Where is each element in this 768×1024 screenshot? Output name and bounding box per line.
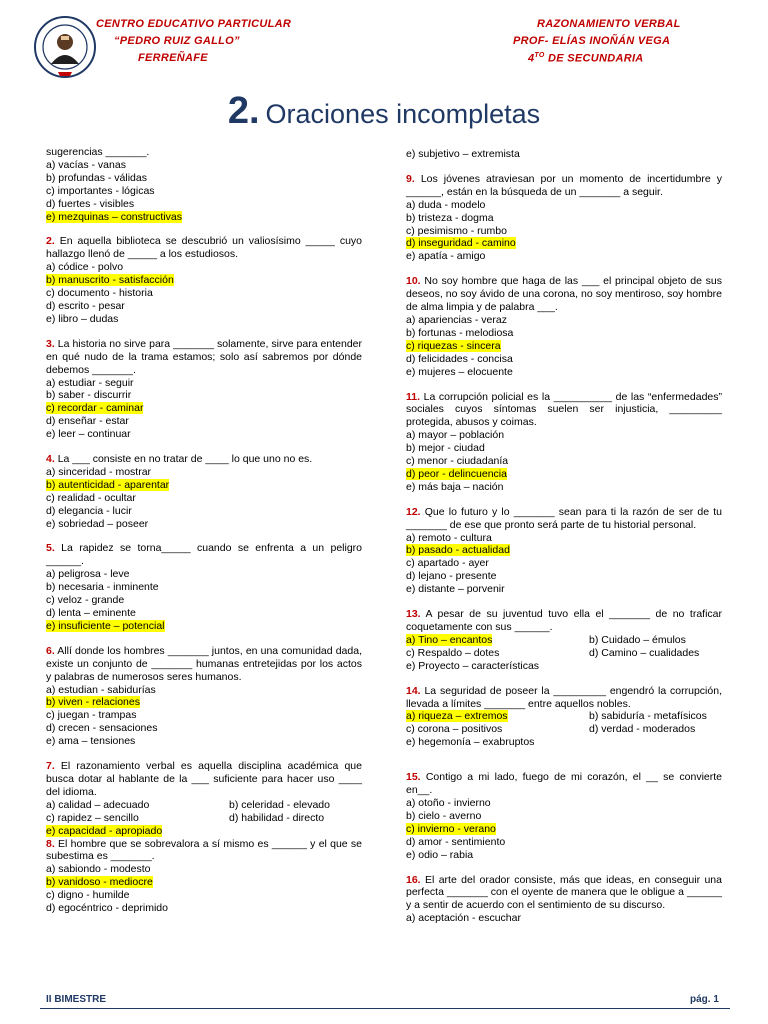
- subject-name: RAZONAMIENTO VERBAL: [537, 18, 681, 30]
- answer-option: d) verdad - moderados: [589, 723, 696, 736]
- question-text: El razonamiento verbal es aquella disciplina académica que busca dotar al hablante de la ___ suficiente para hacer uso ____ del idioma.: [46, 760, 362, 798]
- answer-option: d) enseñar - estar: [46, 415, 129, 428]
- answer-option: c) documento - historia: [46, 287, 153, 300]
- question-item: [406, 173, 722, 263]
- answer-option: d) lenta – eminente: [46, 607, 136, 619]
- answer-option: a) calidad – adecuado: [46, 798, 150, 811]
- school-name-line1: CENTRO EDUCATIVO PARTICULAR: [96, 18, 292, 30]
- answer-option: c) corona – positivos: [406, 723, 503, 736]
- answer-option-highlighted: c) riquezas - sincera: [406, 339, 501, 352]
- question-item: [406, 874, 722, 926]
- question-text: La ___ consiste en no tratar de ____ lo que uno no es.: [57, 453, 313, 466]
- answer-option: e) hegemonía – exabruptos: [406, 736, 535, 749]
- answer-option: b) saber - discurrir: [46, 389, 132, 402]
- question-number: 9.: [406, 172, 415, 185]
- question-item: [46, 838, 362, 915]
- question-stem: [406, 685, 722, 711]
- answer-option: c) digno - humilde: [46, 889, 130, 902]
- question-stem: [46, 838, 362, 864]
- answer-option: a) otoño - invierno: [406, 796, 491, 809]
- answer-option: e) sobriedad – poseer: [46, 517, 149, 530]
- answer-option: d) crecen - sensaciones: [46, 722, 158, 735]
- answer-option: b) Cuidado – émulos: [589, 633, 686, 646]
- answer-option: a) sinceridad - mostrar: [46, 465, 152, 478]
- answer-option: c) Respaldo – dotes: [406, 646, 500, 659]
- question-item: [46, 235, 362, 325]
- answer-option: b) tristeza - dogma: [406, 211, 494, 224]
- right-column: [406, 148, 722, 937]
- answer-options-grid: [46, 799, 362, 838]
- question-number: 14.: [406, 684, 421, 697]
- answer-option: a) vacías - vanas: [46, 158, 126, 171]
- school-crest-logo: [34, 16, 96, 78]
- answer-option: c) realidad - ocultar: [46, 491, 136, 504]
- question-stem: [406, 506, 722, 532]
- answer-option: d) habilidad - directo: [229, 811, 325, 824]
- answer-option-highlighted: e) mezquinas – constructivas: [46, 210, 182, 223]
- answer-option: d) felicidades - concisa: [406, 352, 513, 365]
- question-item: [406, 275, 722, 378]
- question-stem: [406, 771, 722, 797]
- answer-option-highlighted: b) viven - relaciones: [46, 696, 140, 709]
- question-number: 7.: [46, 760, 55, 773]
- school-city: FERREÑAFE: [138, 52, 208, 64]
- footer-page-number: pág. 1: [690, 994, 719, 1005]
- question-item: [46, 542, 362, 632]
- grade-label: $4^{TO}$ DE SECUNDARIA: [528, 52, 644, 65]
- question-item: [406, 148, 722, 161]
- school-name-line2: “PEDRO RUIZ GALLO”: [114, 35, 240, 47]
- answer-option-highlighted: b) manuscrito - satisfacción: [46, 274, 174, 287]
- question-item: [46, 760, 362, 837]
- answer-option: e) mujeres – elocuente: [406, 365, 513, 378]
- answer-option: c) pesimismo - rumbo: [406, 224, 507, 237]
- question-item: [406, 506, 722, 596]
- question-text: La seguridad de poseer la _________ engendró la corrupción, llevada a límites _______ entre aquellos nobles.: [406, 684, 722, 710]
- question-stem: [406, 391, 722, 430]
- answer-option: e) Proyecto – características: [406, 659, 540, 672]
- question-text: La rapidez se torna_____ cuando se enfrenta a un peligro ______.: [46, 542, 363, 568]
- question-number: 5.: [46, 542, 55, 555]
- footer-divider: [40, 1008, 730, 1009]
- answer-option: a) peligrosa - leve: [46, 568, 130, 581]
- answer-option: b) sabiduría - metafísicos: [589, 710, 707, 723]
- question-number: 11.: [406, 390, 421, 403]
- answer-option: c) veloz - grande: [46, 594, 125, 607]
- question-stem: [406, 608, 722, 634]
- answer-option: c) menor - ciudadanía: [406, 455, 509, 468]
- question-text: La corrupción policial es la __________ de las “enfermedades” sociales cuyos síntomas suelen ser injusticia, _________ protegida, abusos y coimas.: [406, 390, 722, 429]
- question-text: El arte del orador consiste, más que ideas, en conseguir una perfecta _______ con el oyente de manera que le obligue a ______ y a sentir de acuerdo con el sentimiento de su discurso.: [406, 873, 722, 912]
- answer-option: a) sabiondo - modesto: [46, 863, 151, 876]
- answer-option: d) amor - sentimiento: [406, 835, 506, 848]
- answer-option: c) importantes - lógicas: [46, 184, 155, 197]
- answer-option-highlighted: e) capacidad - apropiado: [46, 824, 163, 837]
- question-stem: [46, 645, 362, 684]
- answer-option-highlighted: e) insuficiente – potencial: [46, 619, 165, 632]
- answer-option: b) profundas - válidas: [46, 171, 147, 184]
- answer-option: d) Camino – cualidades: [589, 646, 700, 659]
- question-item: [46, 146, 362, 223]
- answer-option: d) elegancia - lucir: [46, 504, 132, 517]
- question-text: En aquella biblioteca se descubrió un valiosísimo _____ cuyo hallazgo llenó de _____ a los estudiosos.: [46, 235, 362, 261]
- question-stem: [46, 542, 362, 568]
- answer-option: d) escrito - pesar: [46, 299, 125, 312]
- answer-option: e) leer – continuar: [46, 428, 131, 441]
- question-stem: [46, 338, 362, 377]
- answer-option-highlighted: c) recordar - caminar: [46, 402, 144, 415]
- question-number: 6.: [46, 644, 55, 657]
- answer-option: d) egocéntrico - deprimido: [46, 902, 168, 915]
- question-stem: [406, 275, 722, 314]
- question-number: 16.: [406, 873, 421, 886]
- question-text: A pesar de su juventud tuvo ella el _______ de no traficar coquetamente con sus ______.: [406, 608, 722, 633]
- question-stem: [46, 235, 362, 261]
- section-number: 2.: [227, 90, 260, 132]
- question-item: [46, 453, 362, 530]
- answer-options-grid: [406, 634, 722, 673]
- answer-option-highlighted: a) Tino – encantos: [406, 633, 493, 646]
- question-stem: [406, 173, 722, 199]
- answer-option: c) juegan - trampas: [46, 709, 137, 722]
- answer-option-highlighted: a) riqueza – extremos: [406, 710, 508, 723]
- question-text: No soy hombre que haga de las ___ el principal objeto de sus deseos, no soy ávido de una corona, no soy mentiroso, soy hombre de alma limpia y de palabra ___.: [406, 275, 722, 314]
- question-number: 13.: [406, 608, 421, 621]
- question-item: [406, 391, 722, 494]
- answer-option-highlighted: c) invierno - verano: [406, 822, 496, 835]
- answer-option: b) fortunas - melodiosa: [406, 326, 514, 339]
- answer-option-highlighted: b) pasado - actualidad: [406, 544, 510, 557]
- section-title: [0, 90, 768, 133]
- question-text: Que lo futuro y lo _______ sean para ti la razón de ser de tu _______ de ese que pronto será parte de tu historial personal.: [406, 505, 722, 531]
- answer-option: e) libro – dudas: [46, 312, 119, 325]
- answer-option: a) remoto - cultura: [406, 531, 492, 544]
- question-number: 8.: [46, 837, 55, 850]
- question-number: 3.: [46, 337, 55, 350]
- question-item: [406, 771, 722, 861]
- answer-option-highlighted: d) peor - delincuencia: [406, 467, 507, 480]
- answer-option: c) apartado - ayer: [406, 557, 489, 570]
- teacher-name: PROF- ELÍAS INOÑÁN VEGA: [513, 35, 671, 47]
- question-stem: [46, 453, 362, 466]
- question-number: 4.: [46, 453, 55, 466]
- answer-option: e) subjetivo – extremista: [406, 148, 520, 160]
- question-text: La historia no sirve para _______ solamente, sirve para entender en qué nudo de la trama estamos; solo así sabremos por dónde debemos _______.: [46, 337, 362, 376]
- left-column: [46, 146, 362, 927]
- question-text: Los jóvenes atraviesan por un momento de incertidumbre y ______, están en la búsqueda de un _______ a seguir.: [406, 172, 722, 198]
- question-stem: [46, 146, 362, 159]
- answer-option: d) lejano - presente: [406, 570, 497, 583]
- answer-option: a) aceptación - escuchar: [406, 912, 521, 925]
- answer-options-grid: [406, 710, 722, 749]
- answer-option: e) ama – tensiones: [46, 735, 136, 748]
- question-text: Allí donde los hombres _______ juntos, en una comunidad dada, existe un conjunto de _______ humanas entretejidas por los actos y palabras de numerosos seres humanos.: [46, 644, 362, 683]
- answer-option: a) códice - polvo: [46, 261, 124, 274]
- answer-option: e) distante – porvenir: [406, 583, 505, 596]
- answer-option: a) duda - modelo: [406, 198, 486, 211]
- question-item: [406, 608, 722, 673]
- question-number: 12.: [406, 505, 421, 518]
- section-title-text: Oraciones incompletas: [265, 99, 541, 129]
- answer-option: b) celeridad - elevado: [229, 798, 330, 811]
- answer-option: a) estudiar - seguir: [46, 376, 134, 389]
- answer-option: c) rapidez – sencillo: [46, 811, 139, 824]
- answer-option: a) mayor – población: [406, 429, 505, 442]
- question-number: 10.: [406, 275, 421, 288]
- question-stem: [406, 874, 722, 913]
- answer-option: e) apatía - amigo: [406, 250, 486, 263]
- answer-option: b) necesaria - inminente: [46, 581, 159, 594]
- answer-option: b) mejor - ciudad: [406, 442, 485, 455]
- answer-option-highlighted: d) inseguridad - camino: [406, 237, 516, 250]
- question-item: [46, 645, 362, 748]
- answer-option: e) odio – rabia: [406, 848, 474, 861]
- answer-option: d) fuertes - visibles: [46, 197, 135, 210]
- answer-option: a) estudian - sabidurías: [46, 683, 156, 696]
- question-item: [46, 338, 362, 441]
- answer-option: a) apariencias - veraz: [406, 313, 507, 326]
- answer-option: e) más baja – nación: [406, 480, 504, 493]
- answer-option-highlighted: b) vanidoso - mediocre: [46, 876, 153, 889]
- answer-option: b) cielo - averno: [406, 809, 482, 822]
- question-number: 2.: [46, 235, 55, 248]
- question-text: sugerencias _______.: [46, 146, 150, 158]
- question-text: El hombre que se sobrevalora a sí mismo es ______ y el que se subestima es _______.: [46, 837, 363, 863]
- question-number: 15.: [406, 771, 421, 784]
- question-stem: [46, 760, 362, 799]
- question-item: [406, 685, 722, 750]
- footer-term: II BIMESTRE: [46, 994, 107, 1005]
- answer-option-highlighted: b) autenticidad - aparentar: [46, 478, 170, 491]
- question-text: Contigo a mi lado, fuego de mi corazón, el __ se convierte en__.: [406, 771, 723, 797]
- page-header: [0, 0, 768, 86]
